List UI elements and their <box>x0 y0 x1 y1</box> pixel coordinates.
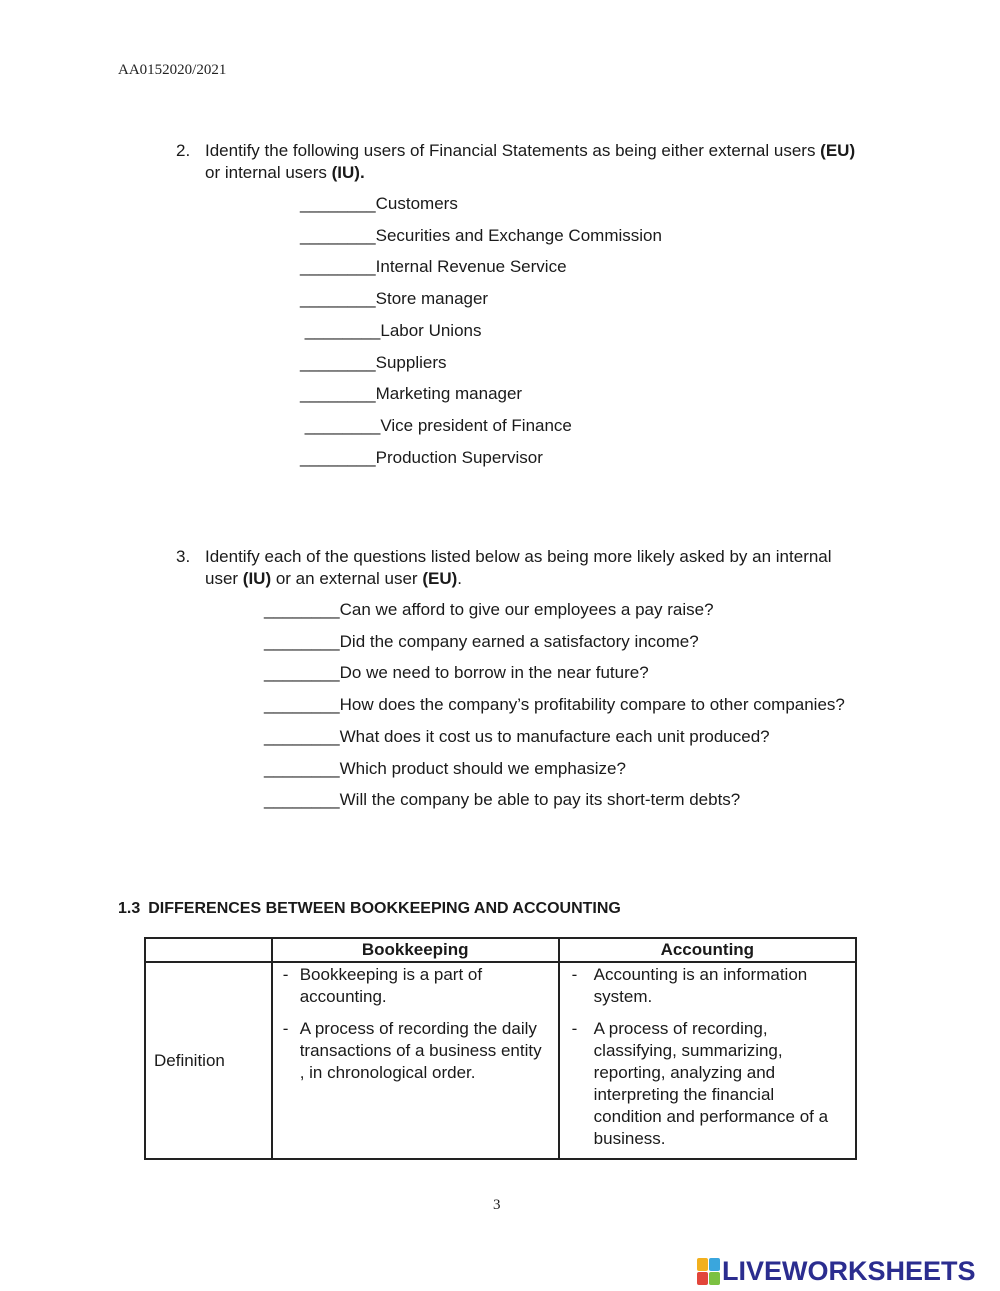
user-classification-item: ________Securities and Exchange Commission <box>300 225 662 245</box>
text-line: reporting, analyzing and <box>593 1063 776 1082</box>
user-classification-item: ________Store manager <box>300 289 489 309</box>
document-code: AA0152020/2021 <box>118 62 227 78</box>
liveworksheets-logo[interactable] <box>697 1256 976 1286</box>
comparison-table <box>144 937 857 1160</box>
question-classification-item: ________Which product should we emphasize? <box>264 758 626 778</box>
user-classification-item: ________Production Supervisor <box>300 447 543 467</box>
section-title: DIFFERENCES BETWEEN BOOKKEEPING AND ACCOUNTING <box>148 900 621 917</box>
question-classification-item: ________Will the company be able to pay its short-term debts? <box>264 790 741 810</box>
accounting-point-2 <box>572 1018 862 1152</box>
question-2 <box>176 140 896 190</box>
text-line: Accounting is an information <box>593 965 808 984</box>
question-3 <box>176 546 896 596</box>
question-classification-item: ________Can we afford to give our employees a pay raise? <box>264 600 714 619</box>
dash: - <box>571 965 578 984</box>
user-classification-item: ________Labor Unions <box>300 320 482 340</box>
logo-square <box>709 1258 720 1271</box>
question-classification-item: ________Did the company earned a satisfactory income? <box>264 631 699 651</box>
bookkeeping-point-1 <box>283 964 563 1010</box>
text-line: business. <box>593 1129 666 1148</box>
user-classification-item: ________Customers <box>300 194 458 213</box>
header-cell-empty <box>145 938 272 962</box>
logo-square <box>709 1272 720 1285</box>
question-classification-item: ________How does the company’s profitability compare to other companies? <box>264 695 845 715</box>
user-classification-item: ________Internal Revenue Service <box>300 257 567 277</box>
table-row <box>145 962 856 1159</box>
dash: - <box>571 1019 578 1038</box>
question-classification-item: ________Do we need to borrow in the near future? <box>264 663 649 683</box>
text-line: system. <box>593 987 653 1006</box>
user-classification-item: ________Marketing manager <box>300 384 523 404</box>
text-line: condition and performance of a <box>593 1107 829 1126</box>
text-line: classifying, summarizing, <box>593 1041 783 1060</box>
question-text-line: Identify the following users of Financial Statements as being either external users <box>205 141 821 160</box>
logo-square <box>697 1258 708 1271</box>
text-line: accounting. <box>299 987 387 1006</box>
question-text <box>205 140 855 184</box>
question-number: 3. <box>176 547 191 566</box>
text-line: A process of recording the daily <box>299 1019 537 1038</box>
question-text-line: or internal users <box>205 163 332 182</box>
header-cell-bookkeeping: Bookkeeping <box>272 938 559 962</box>
question-text-part: or an external user <box>271 569 423 588</box>
question-text-part: user <box>205 569 243 588</box>
bold-term: (EU) <box>422 569 458 588</box>
logo-square <box>697 1272 708 1285</box>
bookkeeping-point-2 <box>283 1018 563 1084</box>
question-text <box>205 546 893 590</box>
user-classification-item: ________Vice president of Finance <box>300 415 572 435</box>
accounting-cell <box>559 962 856 1159</box>
table-header-row <box>145 938 856 962</box>
bold-term: (IU). <box>331 163 365 182</box>
accounting-point-1 <box>572 964 862 1010</box>
row-label-definition: Definition <box>145 962 272 1159</box>
header-cell-accounting: Accounting <box>559 938 856 962</box>
text-line: Bookkeeping is a part of <box>299 965 483 984</box>
text-line: transactions of a business entity <box>299 1041 542 1060</box>
question-number: 2. <box>176 141 191 160</box>
text-line: A process of recording, <box>593 1019 768 1038</box>
logo-mark-icon <box>697 1258 719 1284</box>
section-heading <box>118 900 621 918</box>
page-number: 3 <box>493 1197 501 1213</box>
question-classification-item: ________What does it cost us to manufacture each unit produced? <box>264 726 770 746</box>
section-number: 1.3 <box>118 900 141 917</box>
text-line: interpreting the financial <box>593 1085 775 1104</box>
bold-term: (IU) <box>242 569 272 588</box>
bookkeeping-cell <box>272 962 559 1159</box>
dash: - <box>282 1019 289 1038</box>
user-classification-item: ________Suppliers <box>300 352 447 372</box>
logo-text: LIVEWORKSHEETS <box>722 1255 976 1286</box>
text-line: , in chronological order. <box>299 1063 476 1082</box>
question-text-part: . <box>457 569 463 588</box>
question-text-line: Identify each of the questions listed below as being more likely asked by an internal <box>205 547 832 566</box>
bold-term: (EU) <box>820 141 856 160</box>
dash: - <box>282 965 289 984</box>
